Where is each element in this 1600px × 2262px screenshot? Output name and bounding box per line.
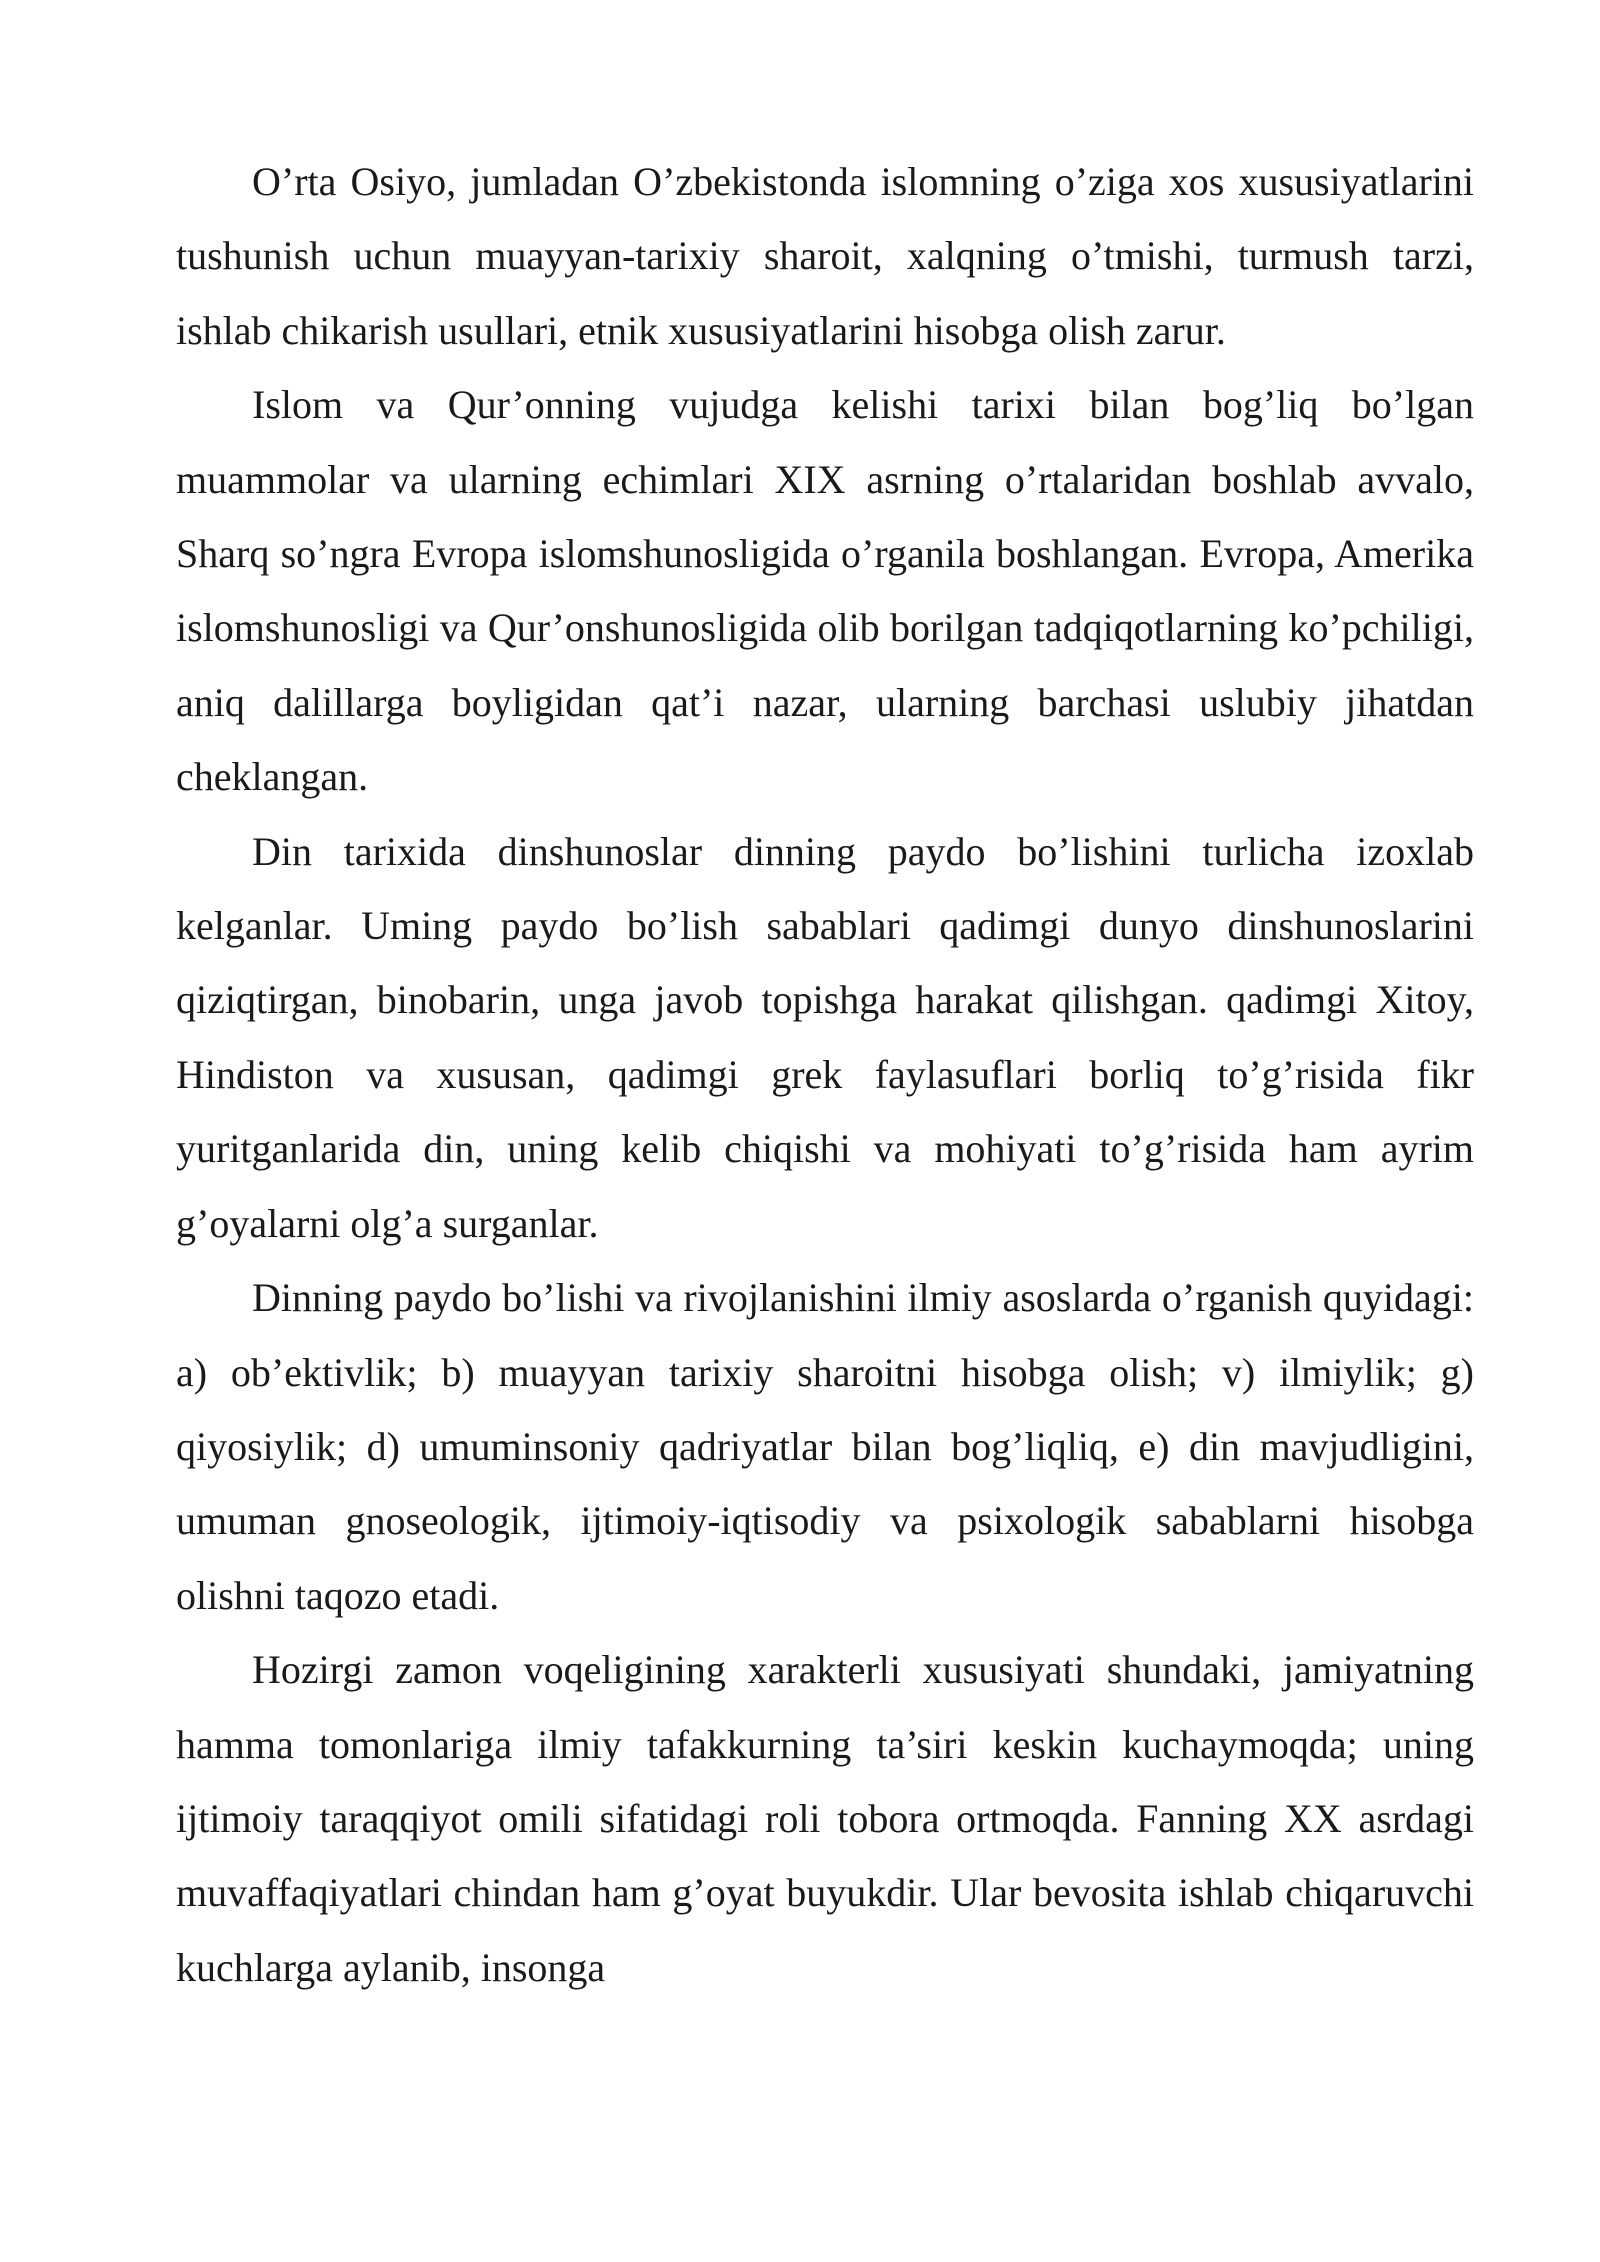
paragraph-4: Dinning paydo bo’lishi va rivojlanishini ilmiy asoslarda o’rganish quyidagi: a) ob’ektivlik; b) muayyan tarixiy sharoitni hisobga olish; v) ilmiylik; g) qiyosiylik; d) umuminsoniy qadriyatlar bilan bog’liqliq, e) din mavjudligini, umuman gnoseologik, ijtimoiy-iqtisodiy va psixologik sabablarni hisobga olishni taqozo etadi.: [176, 1275, 1474, 1618]
paragraph-2: Islom va Qur’onning vujudga kelishi tarixi bilan bog’liq bo’lgan muammolar va ularning echimlari XIX asrning o’rtalaridan boshlab avvalo, Sharq so’ngra Evropa islomshunosligida o’rganila boshlangan. Evropa, Amerika islomshunosligi va Qur’onshunosligida olib borilgan tadqiqotlarning ko’pchiligi, aniq dalillarga boyligidan qat’i nazar, ularning barchasi uslubiy jihatdan cheklangan.: [176, 382, 1474, 800]
document-body: [176, 145, 1474, 2005]
paragraph-5: Hozirgi zamon voqeligining xarakterli xususiyati shundaki, jamiyatning hamma tomonlariga ilmiy tafakkurning ta’siri keskin kuchaymoqda; uning ijtimoiy taraqqiyot omili sifatidagi roli tobora ortmoqda. Fanning XX asrdagi muvaffaqiyatlari chindan ham g’oyat buyukdir. Ular bevosita ishlab chiqaruvchi kuchlarga aylanib, insonga: [176, 1647, 1474, 1990]
paragraph-1: O’rta Osiyo, jumladan O’zbekistonda islomning o’ziga xos xususiyatlarini tushunish uchun muayyan-tarixiy sharoit, xalqning o’tmishi, turmush tarzi, ishlab chikarish usullari, etnik xususiyatlarini hisobga olish zarur.: [176, 159, 1474, 353]
paragraph-3: Din tarixida dinshunoslar dinning paydo bo’lishini turlicha izoxlab kelganlar. Uming paydo bo’lish sabablari qadimgi dunyo dinshunoslarini qiziqtirgan, binobarin, unga javob topishga harakat qilishgan. qadimgi Xitoy, Hindiston va xususan, qadimgi grek faylasuflari borliq to’g’risida fikr yuritganlarida din, uning kelib chiqishi va mohiyati to’g’risida ham ayrim g’oyalarni olg’a surganlar.: [176, 828, 1474, 1246]
